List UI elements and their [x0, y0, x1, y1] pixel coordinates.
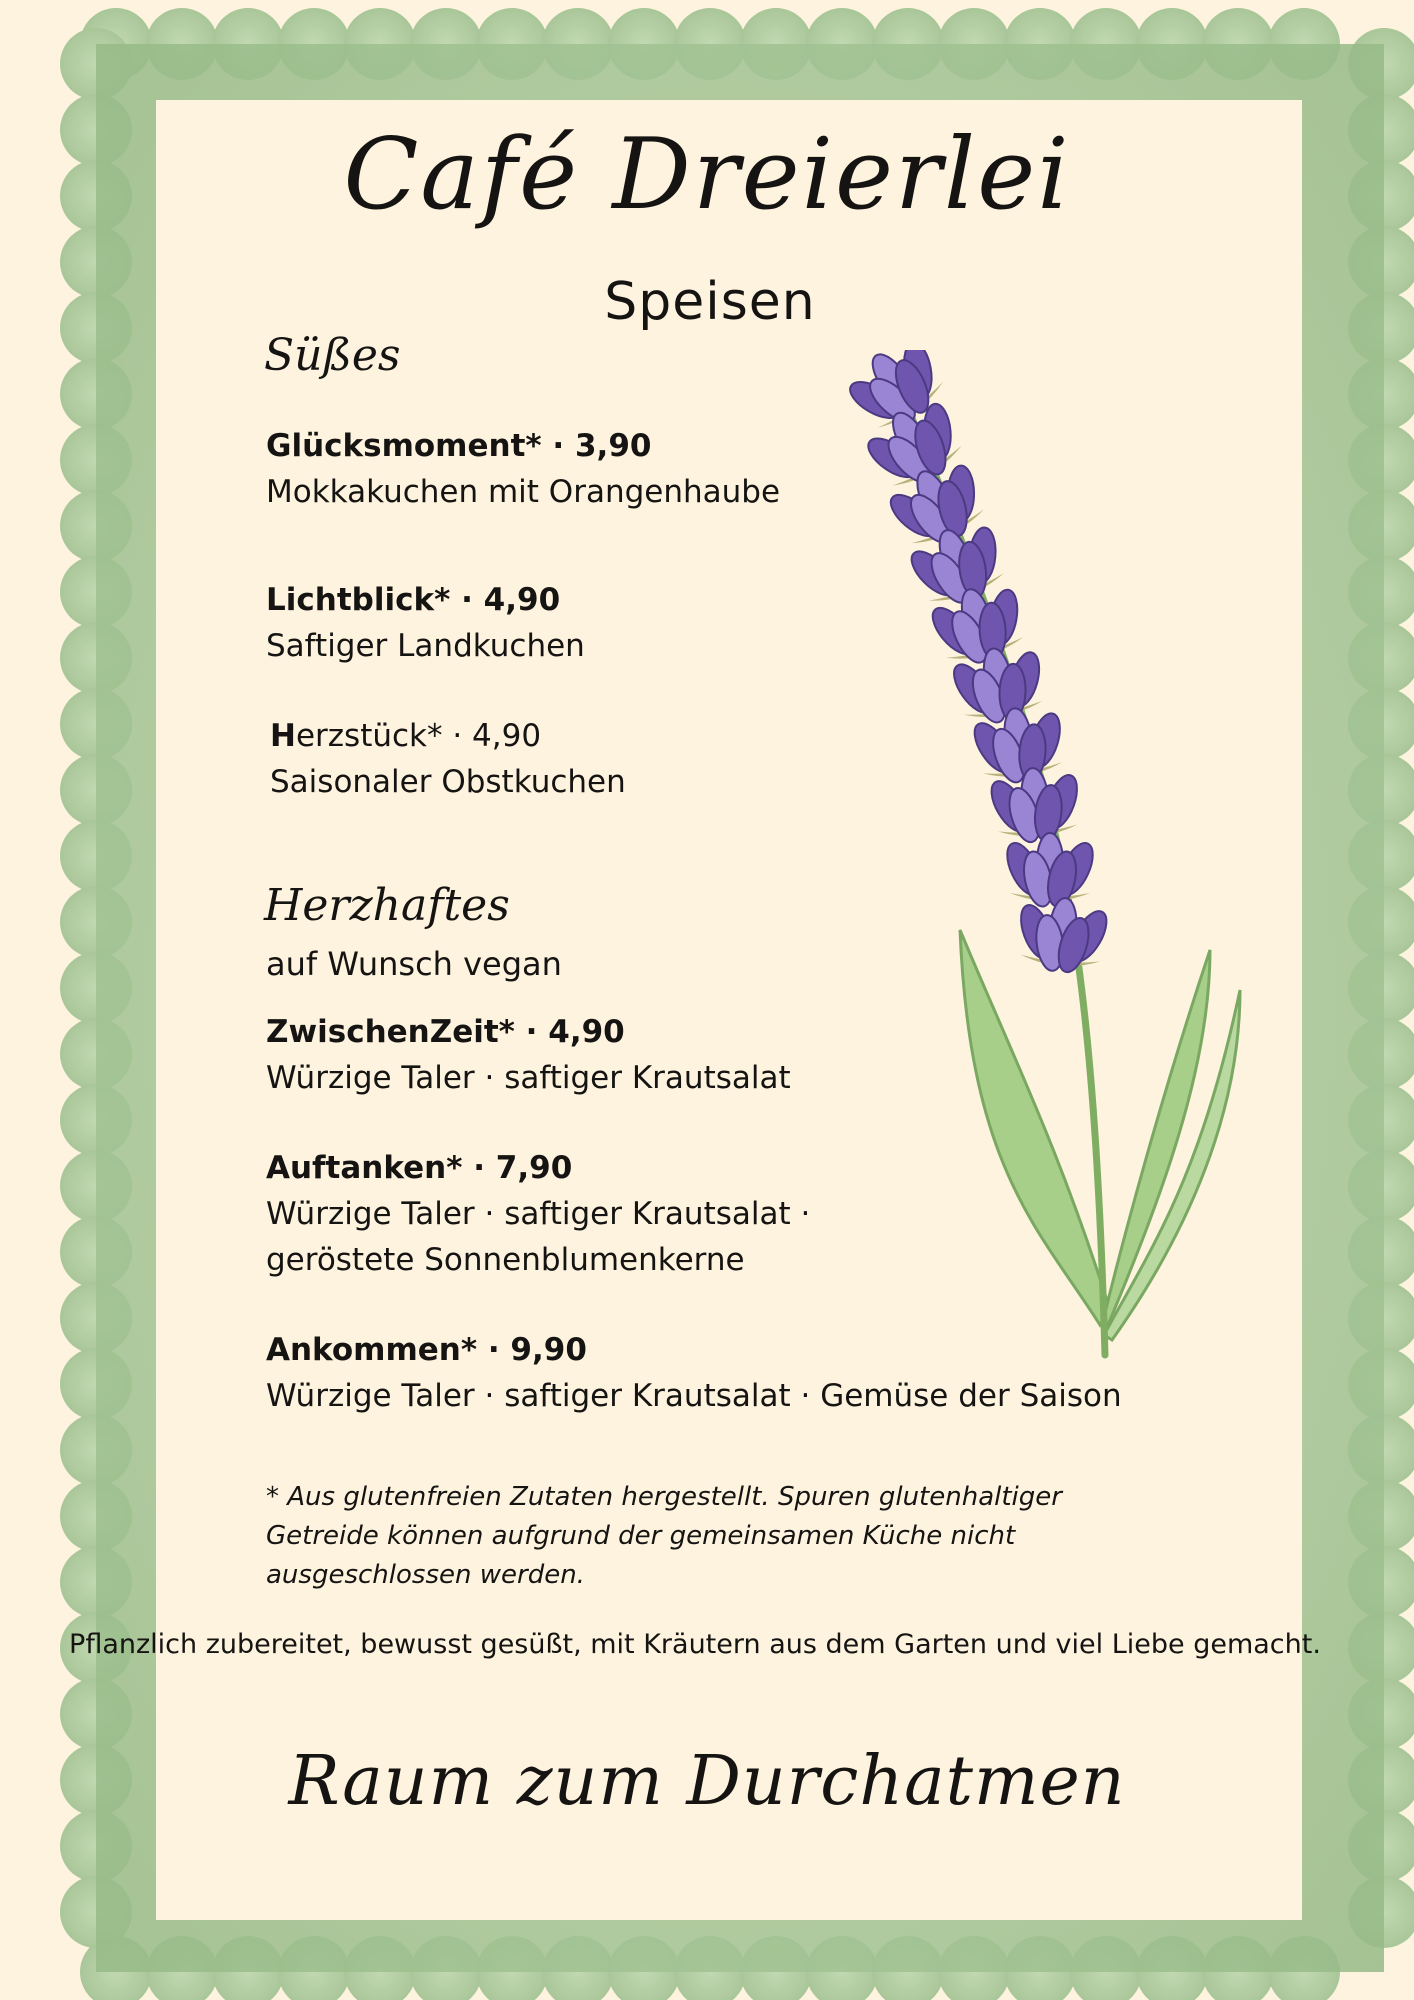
menu-item-zwischenzeit: [266, 1009, 791, 1101]
menu-item-name: [270, 713, 626, 759]
menu-item-auftanken: [266, 1145, 810, 1283]
menu-heading: Speisen: [604, 272, 816, 332]
menu-item-description: Mokkakuchen mit Orangenhaube: [266, 474, 781, 510]
menu-item-herzstueck: [270, 713, 626, 805]
menu-item-ankommen: [266, 1327, 1122, 1419]
menu-item-name-rest: erzstück* · 4,90: [295, 718, 542, 754]
menu-item-description-line-1: Würzige Taler · saftiger Krautsalat ·: [266, 1196, 811, 1232]
menu-item-description: Saisonaler Obstkuchen: [270, 764, 626, 800]
section-title-sweets: Süßes: [264, 330, 401, 381]
tagline: Pflanzlich zubereitet, bewusst gesüßt, mit Kräutern aus dem Garten und viel Liebe gemacht.: [69, 1629, 1321, 1660]
menu-item-gluecksmoment: [266, 423, 780, 515]
menu-item-name: Lichtblick* · 4,90: [266, 582, 561, 618]
cafe-title: Café Dreierlei: [343, 118, 1071, 232]
menu-item-description: Saftiger Landkuchen: [266, 628, 585, 664]
menu-item-description-line-2: geröstete Sonnenblumenkerne: [266, 1242, 745, 1278]
menu-item-description: Würzige Taler · saftiger Krautsalat: [266, 1060, 791, 1096]
menu-item-name: Auftanken* · 7,90: [266, 1150, 573, 1186]
menu-item-name-initial: H: [270, 718, 296, 754]
menu-item-name: ZwischenZeit* · 4,90: [266, 1014, 625, 1050]
menu-item-name: Ankommen* · 9,90: [266, 1332, 587, 1368]
gluten-footnote: * Aus glutenfreien Zutaten hergestellt. Spuren glutenhaltiger Getreide können aufgrund der gemeinsamen Küche nicht ausgeschlossen werden.: [266, 1482, 1062, 1590]
closing-motto: Raum zum Durchatmen: [288, 1742, 1126, 1821]
lavender-sprig-illustration: [840, 350, 1260, 1370]
menu-item-name: Glücksmoment* · 3,90: [266, 428, 652, 464]
menu-item-description: Würzige Taler · saftiger Krautsalat · Gemüse der Saison: [266, 1378, 1122, 1414]
menu-item-lichtblick: [266, 577, 585, 669]
section-title-savory: Herzhaftes: [264, 880, 510, 931]
section-note-vegan: auf Wunsch vegan: [266, 945, 562, 983]
